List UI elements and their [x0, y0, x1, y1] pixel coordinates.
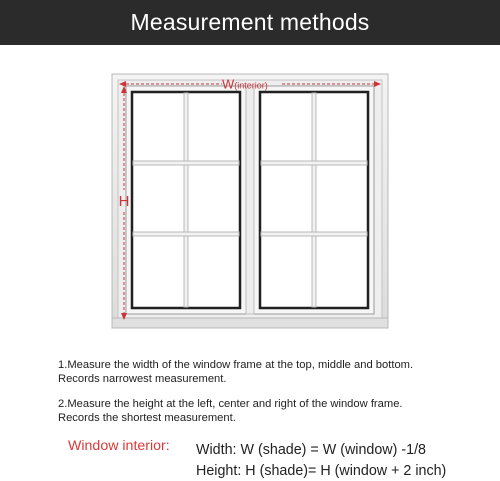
title-banner	[0, 0, 500, 45]
instruction-step-2	[58, 397, 478, 425]
step-2-line-2: Records the shortest measurement.	[58, 412, 236, 424]
instruction-step-1	[58, 358, 478, 386]
window-interior-label: Window interior:	[68, 438, 170, 454]
step-1-line-1: 1.Measure the width of the window frame at the top, middle and bottom.	[58, 359, 414, 371]
center-mullion	[246, 86, 254, 314]
step-1-line-2: Records narrowest measurement.	[58, 373, 227, 385]
step-2-line-1: 2.Measure the height at the left, center and right of the window frame.	[58, 398, 403, 410]
width-formula: Width: W (shade) = W (window) -1/8	[196, 442, 426, 458]
window-sill	[112, 318, 388, 328]
page-title: Measurement methods	[130, 9, 370, 35]
height-formula: Height: H (shade)= H (window + 2 inch)	[196, 463, 447, 479]
height-label: H	[118, 193, 130, 210]
window-diagram	[0, 45, 500, 345]
width-label: W(interior)	[222, 76, 268, 92]
